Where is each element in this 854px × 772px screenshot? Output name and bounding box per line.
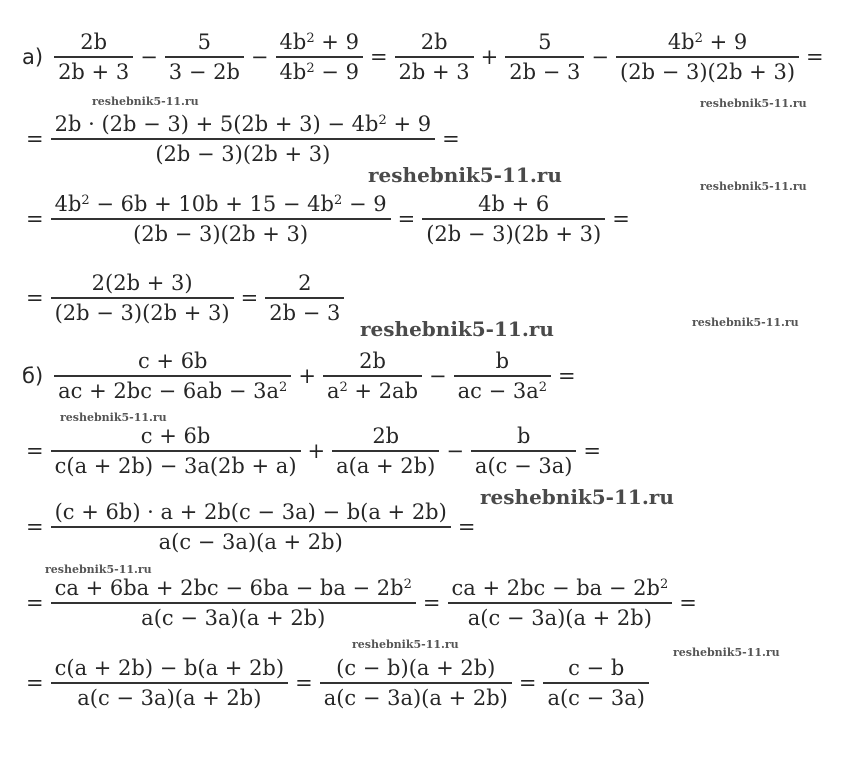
numerator: (c + 6b) · a + 2b(c − 3a) − b(a + 2b) (54, 500, 447, 524)
exponent: 2 (306, 60, 315, 76)
watermark: reshebnik5-11.ru (673, 646, 780, 659)
term: ca + 2bc − ba − 2b (451, 576, 660, 600)
watermark: reshebnik5-11.ru (352, 638, 459, 651)
fraction (51, 424, 301, 478)
plus-sign: + (307, 438, 326, 463)
term: ac + 2bc − 6ab − 3a (58, 378, 280, 403)
denominator: a(c − 3a) (474, 453, 573, 478)
term: ac − 3a (457, 378, 539, 403)
term: + 9 (386, 112, 432, 136)
minus-sign: − (446, 438, 464, 463)
equals-sign: = (26, 126, 44, 151)
exponent: 2 (659, 576, 669, 592)
numerator: b (495, 349, 510, 373)
term: 4b (279, 59, 307, 84)
watermark: reshebnik5-11.ru (368, 163, 562, 187)
equals-sign: = (422, 590, 441, 615)
numerator: 2(2b + 3) (91, 271, 193, 295)
watermark: reshebnik5-11.ru (700, 97, 807, 110)
equals-sign: = (612, 206, 630, 231)
denominator: a(c − 3a)(a + 2b) (77, 685, 262, 710)
part-b-line-3 (22, 500, 479, 554)
watermark: reshebnik5-11.ru (45, 563, 152, 576)
denominator: a(c − 3a)(a + 2b) (467, 605, 652, 630)
denominator: 2b + 3 (398, 59, 470, 84)
exponent: 2 (339, 379, 348, 395)
fraction (51, 112, 435, 166)
denominator (276, 58, 363, 84)
part-a-line-1 (22, 30, 828, 84)
equals-sign: = (26, 590, 44, 615)
exponent: 2 (538, 379, 548, 395)
part-b-line-5 (22, 656, 652, 710)
denominator: 2b − 3 (509, 59, 581, 84)
numerator: 4b + 6 (478, 192, 550, 216)
part-a-line-2 (22, 112, 464, 166)
fraction (543, 656, 649, 710)
term: − 6b + 10b + 15 − 4b (89, 192, 334, 216)
part-a-line-3 (22, 192, 634, 246)
equals-sign: = (26, 670, 44, 695)
equals-sign: = (369, 44, 388, 69)
part-a-line-4 (22, 271, 347, 325)
fraction (454, 349, 551, 403)
fraction (276, 30, 363, 84)
fraction (332, 424, 439, 478)
fraction (51, 271, 234, 325)
equals-sign: = (457, 514, 476, 539)
denominator: 2b + 3 (58, 59, 130, 84)
term: 4b (279, 30, 307, 54)
equals-sign: = (442, 126, 460, 151)
numerator (448, 576, 673, 602)
exponent: 2 (306, 30, 315, 46)
denominator: 2b − 3 (269, 300, 341, 325)
equals-sign: = (26, 206, 44, 231)
fraction (320, 656, 512, 710)
minus-sign: − (250, 44, 269, 69)
part-b-line-1 (22, 349, 580, 403)
denominator: (2b − 3)(2b + 3) (155, 141, 331, 166)
numerator: c + 6b (137, 349, 208, 373)
equals-sign: = (518, 670, 537, 695)
equals-sign: = (26, 438, 44, 463)
numerator: c − b (568, 656, 625, 680)
term: 2b · (2b − 3) + 5(2b + 3) − 4b (54, 112, 379, 136)
numerator: (c − b)(a + 2b) (336, 656, 496, 680)
numerator: c(a + 2b) − b(a + 2b) (54, 656, 285, 680)
denominator: a(a + 2b) (336, 453, 436, 478)
term: 4b (667, 30, 695, 54)
numerator (51, 192, 391, 218)
watermark: reshebnik5-11.ru (692, 316, 799, 329)
watermark: reshebnik5-11.ru (480, 485, 674, 509)
equals-sign: = (558, 363, 576, 388)
fraction (51, 192, 391, 246)
fraction (471, 424, 577, 478)
fraction (448, 576, 673, 630)
equals-sign: = (679, 590, 697, 615)
watermark: reshebnik5-11.ru (60, 411, 167, 424)
fraction (54, 30, 133, 84)
numerator (276, 30, 363, 56)
term: − 9 (342, 192, 387, 216)
denominator: a(c − 3a) (547, 685, 645, 710)
term: ca + 6ba + 2bc − 6ba − ba − 2b (54, 576, 404, 600)
numerator: 2b (80, 30, 108, 54)
term: + 2ab (347, 378, 419, 403)
exponent: 2 (81, 192, 90, 208)
exponent: 2 (279, 379, 288, 395)
numerator (51, 576, 416, 602)
term: − 9 (314, 59, 359, 84)
denominator (323, 377, 422, 403)
part-b-line-4 (22, 576, 701, 630)
fraction (422, 192, 605, 246)
denominator (454, 377, 551, 403)
numerator: 2b (420, 30, 448, 54)
minus-sign: − (429, 363, 447, 388)
fraction (165, 30, 244, 84)
equals-sign: = (26, 285, 44, 310)
numerator: 2 (298, 271, 312, 295)
equals-sign: = (583, 438, 602, 463)
equals-sign: = (806, 44, 824, 69)
watermark: reshebnik5-11.ru (92, 95, 199, 108)
fraction (51, 576, 416, 630)
numerator (664, 30, 751, 56)
fraction (323, 349, 422, 403)
term: + 9 (702, 30, 748, 54)
exponent: 2 (333, 192, 343, 208)
part-b-label: б) (22, 363, 44, 388)
denominator: a(c − 3a)(a + 2b) (323, 685, 508, 710)
fraction (54, 349, 291, 403)
plus-sign: + (298, 363, 316, 388)
numerator: 5 (538, 30, 552, 54)
equals-sign: = (397, 206, 416, 231)
denominator: c(a + 2b) − 3a(2b + a) (54, 453, 297, 478)
fraction (505, 30, 584, 84)
exponent: 2 (403, 576, 412, 592)
denominator: 3 − 2b (168, 59, 240, 84)
fraction (395, 30, 474, 84)
fraction (265, 271, 344, 325)
equals-sign: = (295, 670, 313, 695)
watermark: reshebnik5-11.ru (700, 180, 807, 193)
equals-sign: = (240, 285, 259, 310)
denominator (54, 377, 291, 403)
denominator: (2b − 3)(2b + 3) (133, 221, 309, 246)
denominator: (2b − 3)(2b + 3) (54, 300, 230, 325)
part-a-label: а) (22, 44, 44, 69)
numerator (51, 112, 435, 138)
term: a (326, 378, 340, 403)
watermark: reshebnik5-11.ru (360, 317, 554, 341)
fraction (51, 500, 451, 554)
denominator: a(c − 3a)(a + 2b) (158, 529, 343, 554)
exponent: 2 (378, 112, 387, 128)
denominator: a(c − 3a)(a + 2b) (141, 605, 326, 630)
denominator: (2b − 3)(2b + 3) (426, 221, 602, 246)
minus-sign: − (140, 44, 158, 69)
exponent: 2 (694, 30, 703, 46)
denominator: (2b − 3)(2b + 3) (620, 59, 796, 84)
plus-sign: + (480, 44, 499, 69)
part-b-line-2 (22, 424, 605, 478)
fraction (51, 656, 288, 710)
fraction (616, 30, 799, 84)
numerator: 2b (359, 349, 386, 373)
term: + 9 (314, 30, 359, 54)
equals-sign: = (26, 514, 44, 539)
numerator: c + 6b (140, 424, 211, 448)
numerator: b (516, 424, 531, 448)
numerator: 2b (372, 424, 400, 448)
numerator: 5 (197, 30, 212, 54)
minus-sign: − (591, 44, 610, 69)
term: 4b (54, 192, 82, 216)
